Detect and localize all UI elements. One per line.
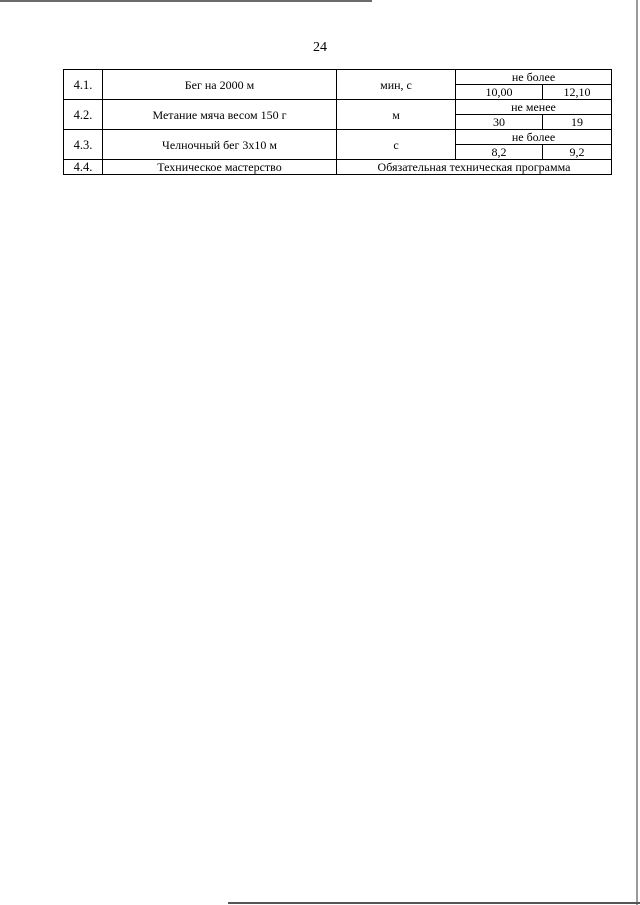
row-number: 4.4.	[64, 160, 103, 175]
norms-table	[63, 69, 612, 175]
table-row	[64, 160, 612, 175]
value-cell: 12,10	[543, 85, 612, 100]
page-number: 24	[313, 40, 327, 55]
value-cell: 8,2	[456, 145, 543, 160]
scan-edge-right	[636, 0, 638, 905]
table-row	[64, 100, 612, 115]
program-cell: Обязательная техническая программа	[337, 160, 612, 175]
value-cell: 30	[456, 115, 543, 130]
table-row	[64, 70, 612, 85]
row-number: 4.3.	[64, 130, 103, 160]
test-name: Бег на 2000 м	[103, 70, 337, 100]
test-name: Техническое мастерство	[103, 160, 337, 175]
value-cell: 10,00	[456, 85, 543, 100]
value-cell: 19	[543, 115, 612, 130]
row-number: 4.1.	[64, 70, 103, 100]
scan-edge-top	[0, 0, 372, 2]
value-cell: 9,2	[543, 145, 612, 160]
scan-edge-bottom	[228, 902, 640, 904]
row-number: 4.2.	[64, 100, 103, 130]
table-row	[64, 130, 612, 145]
condition-cell: не более	[456, 70, 612, 85]
condition-cell: не менее	[456, 100, 612, 115]
unit-cell: с	[337, 130, 456, 160]
test-name: Метание мяча весом 150 г	[103, 100, 337, 130]
unit-cell: м	[337, 100, 456, 130]
test-name: Челночный бег 3х10 м	[103, 130, 337, 160]
unit-cell: мин, с	[337, 70, 456, 100]
condition-cell: не более	[456, 130, 612, 145]
